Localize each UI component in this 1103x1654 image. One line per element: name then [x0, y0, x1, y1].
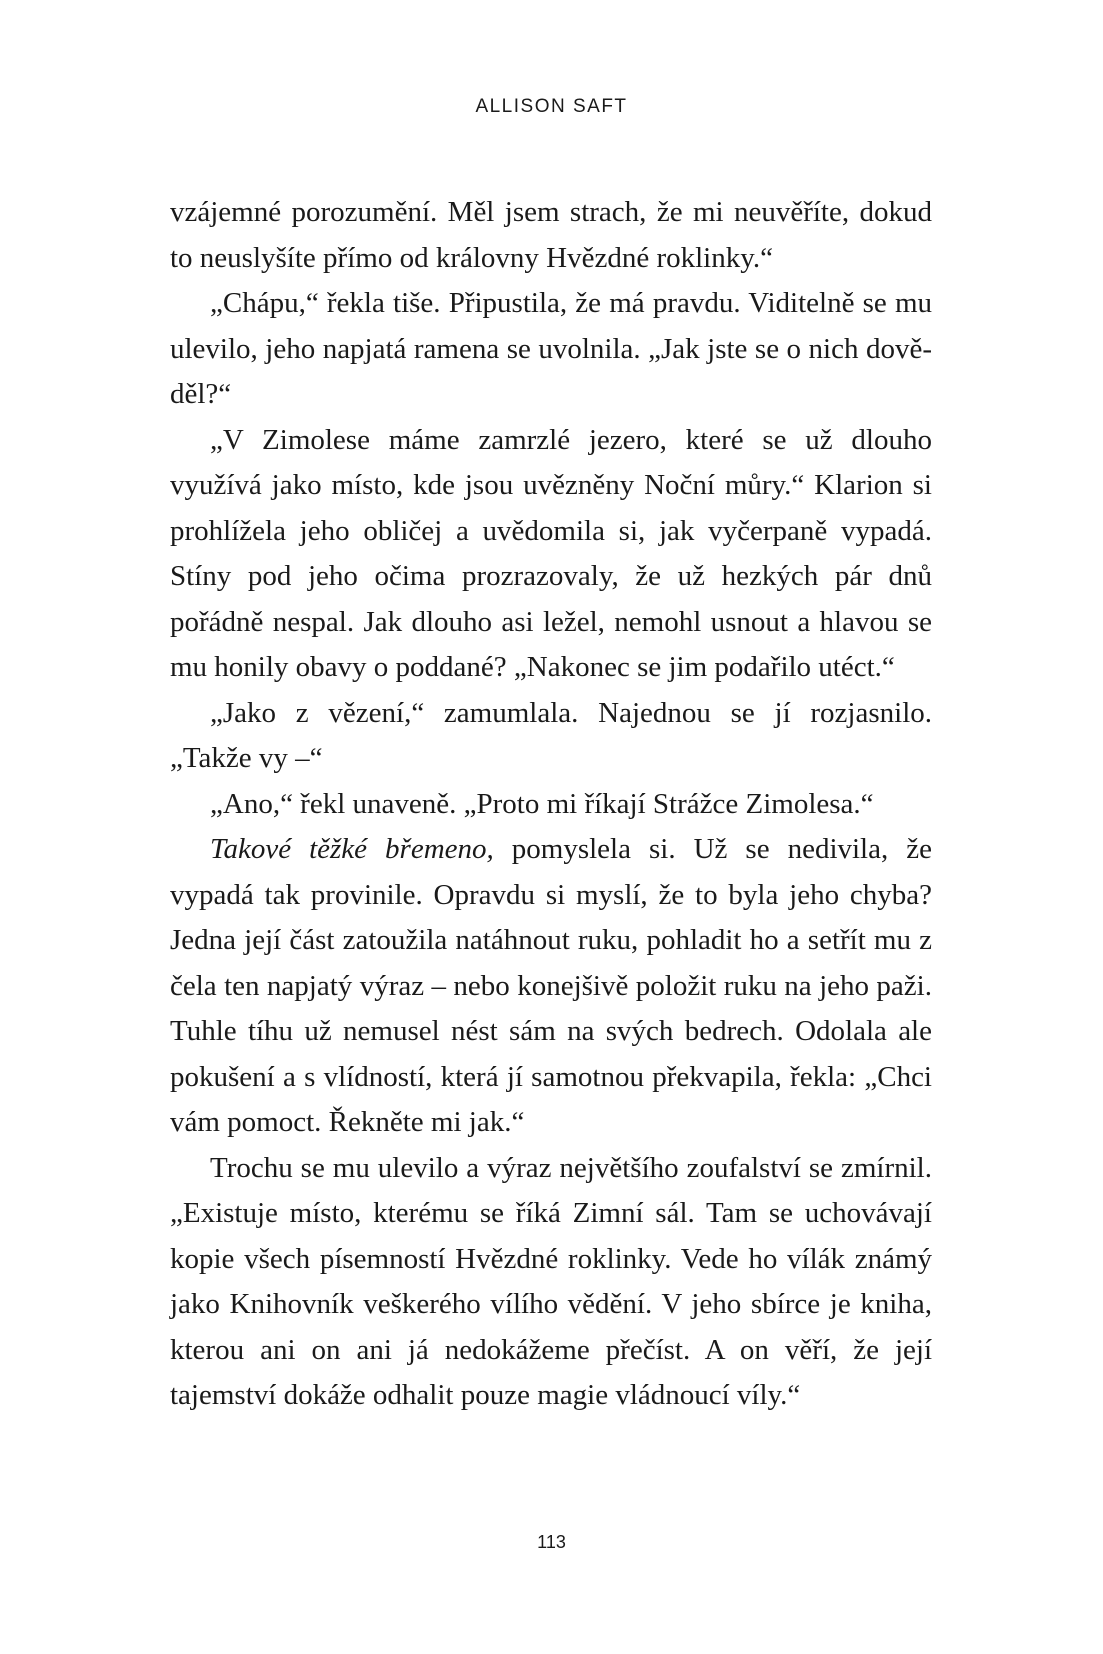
paragraph: „V Zimolese máme zamrzlé jezero, které se už dlouho využívá jako místo, kde jsou uvězněny Noční můry.“ Klarion si prohlížela jeho obličej a uvědomila si, jak vyčerpaně vypadá. Stíny pod jeho očima prozrazovaly, že už hezkých pár dnů pořádně nespal. Jak dlouho asi ležel, nemohl usnout a hlavou se mu honily obavy o poddané? „Nakonec se jim podařilo utéct.“	[170, 423, 932, 683]
paragraph: vzájemné porozumění. Měl jsem strach, že mi neuvěříte, dokud to neuslyšíte přímo od královny Hvězdné roklinky.“	[170, 196, 932, 274]
body-text	[170, 190, 932, 1419]
paragraph: „Ano,“ řekl unaveně. „Proto mi říkají Strážce Zimolesa.“	[210, 787, 874, 820]
paragraph: „Chápu,“ řekla tiše. Připustila, že má pravdu. Viditelně se mu ulevilo, jeho napjatá ramena se uvolnila. „Jak jste se o nich dověděl?“	[170, 287, 932, 410]
italic-phrase: Takové těžké břemeno,	[210, 833, 494, 865]
paragraph: Trochu se mu ulevilo a výraz největšího zoufalství se zmírnil. „Existuje místo, kterému se říká Zimní sál. Tam se uchovávají kopie všech písemností Hvězdné roklinky. Vede ho vílák známý jako Knihovník veškerého vílího vědění. V jeho sbírce je kniha, kterou ani on ani já nedokážeme přečíst. A on věří, že její tajemství dokáže odhalit pouze magie vládnoucí víly.“	[170, 1151, 932, 1411]
running-head: ALLISON SAFT	[475, 96, 628, 117]
paragraph-text: pomyslela si. Už se nedivila, že vypadá tak provinile. Opravdu si myslí, že to byla jeho chyba? Jedna její část zatoužila natáhnout ruku, pohladit ho a setřít mu z čela ten napjatý výraz – nebo konejšivě položit ruku na jeho paži. Tuhle tíhu už nemusel nést sám na svých bedrech. Odolala ale pokušení a s vlídností, která jí samotnou překvapila, řekla: „Chci vám pomoct. Řekněte mi jak.“	[170, 833, 932, 1138]
paragraph: „Jako z vězení,“ zamumlala. Najednou se jí rozjasnilo. „Takže vy –“	[170, 696, 932, 774]
paragraph	[170, 827, 932, 1146]
page-number: 113	[537, 1532, 566, 1552]
